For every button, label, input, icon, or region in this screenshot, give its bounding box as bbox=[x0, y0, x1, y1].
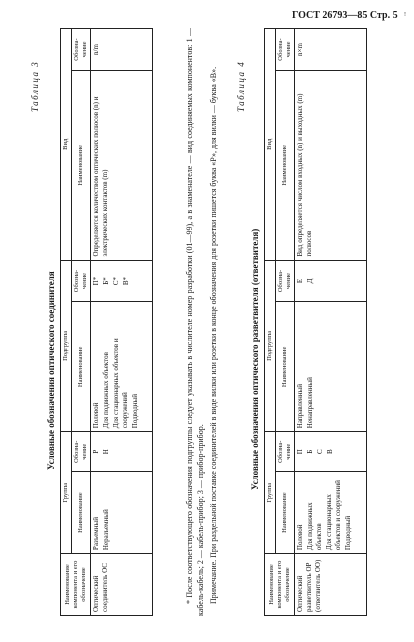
table3-head-type-code: Обозна-чение bbox=[72, 29, 91, 71]
table4-label: Таблица 4 bbox=[236, 60, 246, 112]
table4-component: Оптический разветвитель ОР (ответвитель ОО) bbox=[295, 554, 367, 616]
table4-head-subgroup: Подгруппа bbox=[265, 260, 276, 432]
table4-head-type-code: Обозна-чение bbox=[276, 29, 295, 71]
table4-head-type: Вид bbox=[265, 29, 276, 261]
notes-block bbox=[184, 28, 221, 616]
page-mark: ! bbox=[404, 12, 406, 18]
table3-sub-codes: П* Б* С* В* bbox=[91, 260, 153, 302]
table3-head-group-code: Обозна-чение bbox=[72, 432, 91, 472]
page-header: ГОСТ 26793—85 Стр. 5 bbox=[292, 10, 398, 21]
table3-head-sub-code: Обозна-чение bbox=[72, 260, 91, 302]
table4-head-type-name: Наименование bbox=[276, 71, 295, 261]
table4-head-group: Группа bbox=[265, 432, 276, 554]
table3-group-names: Разъемный Неразъемный bbox=[91, 472, 153, 554]
table3-component: Оптический соединитель ОС bbox=[91, 554, 153, 616]
table4-head-group-name: Наименование bbox=[276, 472, 295, 554]
table4-sub-names: Направленный Ненаправленный bbox=[295, 302, 367, 432]
table4-type-name: Вид определяется числом входных (n) и выходных (m) полюсов bbox=[295, 71, 367, 261]
table3 bbox=[60, 28, 153, 616]
table3-head-component: Наименование компонента и его обозначение bbox=[61, 554, 91, 616]
table3-sub-names: Полевой Для подвижных объектов Для стационарных объектов и сооружений Подводный bbox=[91, 302, 153, 432]
table4-type-code: n×m bbox=[295, 29, 367, 71]
table4 bbox=[264, 28, 367, 616]
table4-title: Условные обозначения оптического разветвителя (ответвителя) bbox=[250, 228, 260, 490]
table4-head-group-code: Обозна-чение bbox=[276, 432, 295, 472]
table3-title: Условные обозначения оптического соединителя bbox=[46, 271, 56, 470]
table3-head-group: Группа bbox=[61, 432, 72, 554]
footnote-text: * После соответствующего обозначения подгруппы следует указывать в числителе номер разработки (01—99), а в знаменателе — вид соединяемых компонентов: 1 — кабель-кабель; 2 — кабель-прибор; 3 — прибор-прибор. bbox=[185, 28, 205, 616]
table3-head-group-name: Наименование bbox=[72, 472, 91, 554]
table3-group-codes: Р Н bbox=[91, 432, 153, 472]
table3-head-sub-name: Наименование bbox=[72, 302, 91, 432]
table4-head-sub-name: Наименование bbox=[276, 302, 295, 432]
table3-head-subgroup: Подгруппа bbox=[61, 260, 72, 432]
table4-head-sub-code: Обозна-чение bbox=[276, 260, 295, 302]
table3-label: Таблица 3 bbox=[30, 60, 40, 112]
table3-head-type-name: Наименование bbox=[72, 71, 91, 261]
table3-head-type: Вид bbox=[61, 29, 72, 261]
table3-type-name: Определяется количеством оптических полюсов (n) и электрических контактов (m) bbox=[91, 71, 153, 261]
table4-head-component: Наименование компонента и его обозначение bbox=[265, 554, 295, 616]
rotated-content bbox=[24, 20, 394, 620]
table4-sub-codes: Е Д bbox=[295, 260, 367, 302]
table4-group-codes: П Б С В bbox=[295, 432, 367, 472]
table3-type-code: n/m bbox=[91, 29, 153, 71]
table4-group-names: Полевой Для подвижных объектов Для стационарных объектов и сооружений Подводный bbox=[295, 472, 367, 554]
remark-text: Примечание. При раздельной поставке соединителей в виде вилки или розетки в конце обозначения для розетки пишется буква «Р», для вилки — буква «В». bbox=[209, 66, 218, 604]
